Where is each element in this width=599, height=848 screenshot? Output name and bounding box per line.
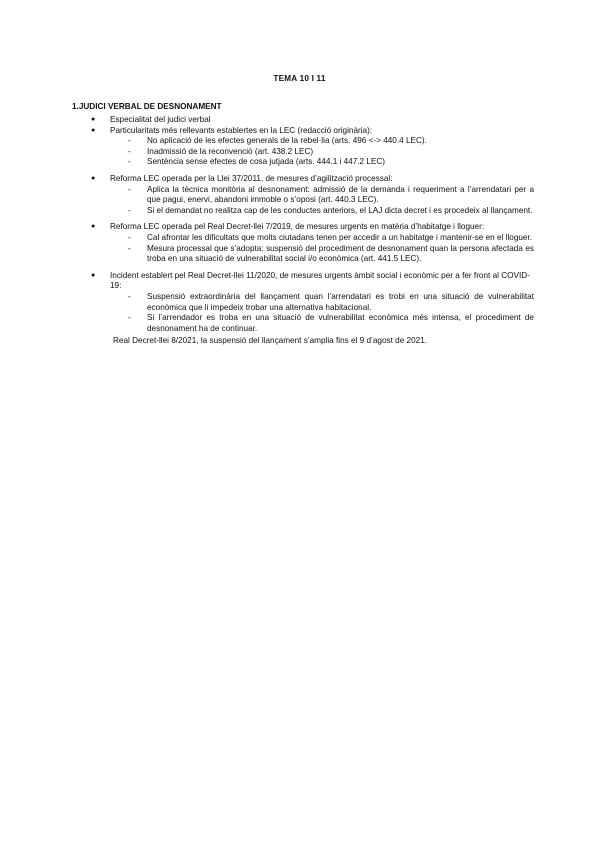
bullet-item bbox=[72, 126, 534, 137]
bullet-text: Incident establert pel Real Decret-llei 11/2020, de mesures urgents àmbit social i econòmic per a fer front al COVID-19: bbox=[110, 270, 530, 291]
bullet-text: Especialitat del judici verbal bbox=[110, 115, 211, 124]
sub-item bbox=[72, 157, 534, 168]
bullet-text: Particularitats més rellevants establertes en la LEC (redacció originària): bbox=[110, 125, 373, 135]
document-title: TEMA 10 I 11 bbox=[273, 74, 326, 83]
bullet-dot-icon: ● bbox=[91, 116, 96, 123]
sub-item bbox=[72, 233, 534, 244]
sub-item bbox=[72, 136, 534, 147]
sub-item bbox=[72, 313, 534, 334]
bullet-item bbox=[72, 115, 534, 126]
bullet-dot-icon: ● bbox=[91, 271, 96, 279]
sub-item bbox=[72, 147, 534, 158]
dash-icon: - bbox=[128, 157, 131, 167]
dash-icon: - bbox=[128, 232, 131, 242]
sub-item-text: Mesura processal que s’adopta: suspensió del procediment de desnonament quan la persona afectada es troba en una situació de vulnerabilitat social i/o econòmica (art. 441.5 LEC). bbox=[147, 243, 534, 264]
bullet-dot-icon: ● bbox=[91, 126, 96, 134]
bullet-item bbox=[72, 222, 534, 233]
dash-icon: - bbox=[128, 184, 131, 194]
dash-icon: - bbox=[128, 136, 131, 146]
sub-item-text: Si el demandat no realitza cap de les conductes anteriors, el LAJ dicta decret i es procedeix al llançament. bbox=[147, 205, 533, 215]
bullet-text: Reforma LEC operada per la Llei 37/2011, de mesures d’agilització processal: bbox=[110, 173, 393, 183]
dash-icon: - bbox=[128, 146, 131, 156]
closing-line: Real Decret-llei 8/2021, la suspensió del llançament s’amplia fins el 9 d’agost de 2021. bbox=[113, 336, 428, 346]
bullet-item bbox=[72, 271, 534, 292]
dash-icon: - bbox=[128, 243, 131, 253]
sub-item bbox=[72, 206, 534, 217]
section-heading: 1.JUDICI VERBAL DE DESNONAMENT bbox=[72, 102, 222, 111]
sub-item-text: No aplicació de les efectes generals de la rebel·lia (arts. 496 <-> 440.4 LEC). bbox=[147, 136, 427, 146]
sub-item-text: Sentència sense efectes de cosa jutjada (arts. 444.1 i 447.2 LEC) bbox=[147, 157, 386, 167]
sub-item bbox=[72, 185, 534, 206]
sub-item-text: Si l’arrendador es troba en una situació de vulnerabilitat econòmica més intensa, el procediment de desnonament ha de continuar. bbox=[147, 313, 534, 333]
dash-icon: - bbox=[128, 313, 131, 323]
sub-item bbox=[72, 244, 534, 265]
sub-item-text: Suspensió extraordinària del llançament quan l’arrendatari es trobi en una situació de vulnerabilitat econòmica que li impedeix trobar una alternativa habitacional. bbox=[147, 291, 534, 312]
document-content bbox=[72, 115, 534, 347]
sub-item-text: Cal afrontar les dificultats que molts ciutadans tenen per accedir a un habitatge i mantenir-se en el lloguer. bbox=[147, 232, 533, 242]
sub-item-text: Inadmissió de la reconvenció (art. 438.2 LEC) bbox=[147, 146, 314, 156]
sub-item bbox=[72, 292, 534, 313]
sub-item-text: Aplica la tècnica monitòria al desnonament: admissió de la demanda i requeriment a l’arrendatari per a que pagui, enervi, abandoni immoble o s’oposi (art. 440.3 LEC). bbox=[147, 184, 534, 205]
bullet-dot-icon: ● bbox=[91, 174, 96, 182]
bullet-text: Reforma LEC operada pel Real Decret-llei 7/2019, de mesures urgents en matèria d’habitatge i lloguer: bbox=[110, 222, 485, 232]
bullet-dot-icon: ● bbox=[91, 223, 96, 231]
dash-icon: - bbox=[128, 205, 131, 215]
bullet-item bbox=[72, 174, 534, 185]
dash-icon: - bbox=[128, 291, 131, 301]
